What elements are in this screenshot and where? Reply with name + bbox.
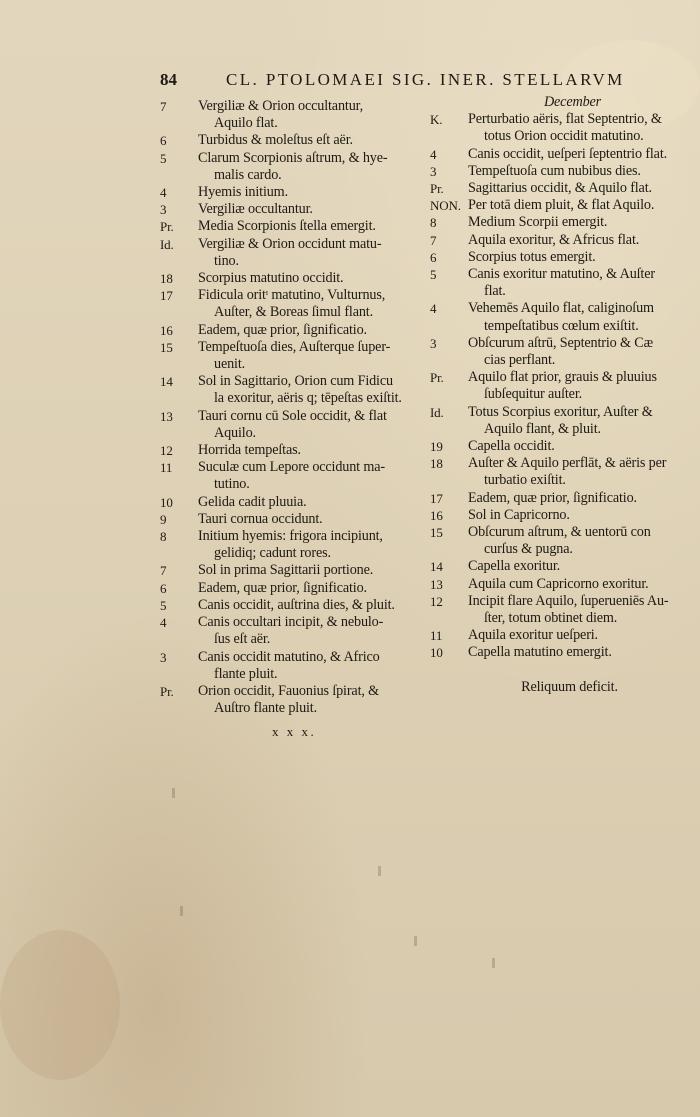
- entry-line: Canis occidit, ueſperi ſeptentrio flat.: [468, 145, 668, 162]
- entry-line: Vergiliæ & Orion occidunt matu-: [198, 235, 382, 252]
- day-marker: 18: [430, 456, 443, 472]
- entry-line: la exoritur, aëris q; tēpeſtas exiſtit.: [214, 390, 402, 407]
- entry-line: Capella exoritur.: [468, 558, 561, 575]
- entry-line: Aquila exoritur, & Africus flat.: [468, 231, 640, 248]
- entry-line: Sol in Capricorno.: [468, 506, 570, 523]
- day-marker: 15: [160, 339, 173, 355]
- day-marker: 4: [430, 146, 437, 162]
- entry-line: Auſter, & Boreas ſimul flant.: [214, 304, 373, 321]
- entry-line: Aquilo flat.: [214, 115, 278, 132]
- calendar-entry: [430, 404, 685, 438]
- day-marker: 13: [430, 576, 443, 592]
- entry-line: Fidicula oritᶦ matutino, Vulturnus,: [198, 287, 386, 304]
- entry-line: Vergiliæ & Orion occultantur,: [198, 98, 364, 114]
- calendar-entry: [430, 180, 685, 197]
- entry-text: [468, 507, 685, 524]
- day-marker: 16: [160, 322, 173, 338]
- entry-text: [198, 562, 428, 579]
- entry-text: [198, 150, 428, 184]
- entry-line: Incipit flare Aquilo, ſuperueniēs Au-: [468, 592, 669, 609]
- entry-text: [468, 644, 685, 661]
- calendar-entry: [160, 132, 428, 149]
- calendar-entry: [160, 287, 428, 321]
- entry-text: [468, 197, 685, 214]
- month-heading: December: [543, 94, 602, 110]
- entry-text: [198, 339, 428, 373]
- entry-line: tino.: [214, 252, 239, 269]
- calendar-entry: [160, 683, 428, 717]
- entry-text: [468, 335, 685, 369]
- day-marker: 19: [430, 439, 443, 455]
- entry-line: Aquilo flat prior, grauis & pluuius: [468, 369, 657, 386]
- entry-line: Tempeſtuoſa dies, Auſterque ſuper-: [198, 338, 391, 355]
- day-marker: 8: [430, 215, 437, 231]
- calendar-entry: [430, 507, 685, 524]
- day-marker: 10: [430, 645, 443, 661]
- entry-line: Sol in Sagittario, Orion cum Fidicu: [198, 373, 393, 390]
- day-marker: 3: [160, 202, 167, 218]
- entry-line: flat.: [484, 283, 506, 300]
- day-marker: Pr.: [430, 181, 444, 196]
- day-marker: 7: [430, 232, 437, 248]
- catchword: x x x.: [272, 724, 317, 739]
- calendar-entry: [160, 528, 428, 562]
- entry-text: [198, 270, 428, 287]
- entry-line: Canis exoritur matutino, & Auſter: [468, 266, 655, 283]
- entry-line: Tempeſtuoſa cum nubibus dies.: [468, 162, 641, 179]
- entry-text: [198, 322, 428, 339]
- entry-line: Aquila cum Capricorno exoritur.: [468, 575, 649, 592]
- entry-text: [198, 236, 428, 270]
- entry-text: [198, 649, 428, 683]
- closing-note: Reliquum deficit.: [521, 678, 618, 695]
- day-marker: Pr.: [160, 683, 174, 699]
- day-marker: 11: [160, 460, 173, 476]
- day-marker: 14: [160, 374, 173, 390]
- day-marker: 8: [160, 529, 167, 545]
- calendar-entry: [160, 442, 428, 459]
- day-marker: 3: [430, 163, 437, 179]
- day-marker: 4: [160, 185, 167, 201]
- show-through-mark: [378, 866, 381, 876]
- entry-line: Gelida cadit pluuia.: [198, 493, 307, 510]
- entry-line: ſter, totum obtinet diem.: [484, 610, 618, 627]
- entry-line: Scorpius matutino occidit.: [198, 270, 344, 287]
- entry-text: [468, 266, 685, 300]
- entry-line: Eadem, quæ prior, ſignificatio.: [198, 579, 367, 596]
- entry-line: Sagittarius occidit, & Aquilo flat.: [468, 180, 652, 196]
- calendar-entry: [430, 644, 685, 661]
- entry-text: [468, 593, 685, 627]
- running-head: CL. PTOLOMAEI SIG. INER. STELLARVM: [226, 70, 625, 89]
- calendar-entry: [160, 408, 428, 442]
- entry-line: Tauri cornua occidunt.: [198, 510, 323, 527]
- day-marker: 3: [430, 335, 437, 351]
- left-column: [160, 98, 428, 717]
- day-marker: Pr.: [160, 219, 174, 235]
- calendar-entry: [430, 438, 685, 455]
- entry-text: [468, 524, 685, 558]
- entry-text: [198, 459, 428, 493]
- entry-text: [468, 438, 685, 455]
- day-marker: 12: [160, 443, 173, 459]
- entry-text: [468, 369, 685, 403]
- entry-line: Scorpius totus emergit.: [468, 248, 596, 265]
- calendar-entry: [160, 201, 428, 218]
- day-marker: 7: [160, 99, 167, 114]
- entry-line: Aquila exoritur ueſperi.: [468, 627, 598, 644]
- entry-line: Vergiliæ occultantur.: [198, 201, 313, 218]
- calendar-entry: [430, 249, 685, 266]
- entry-line: Turbidus & moleſtus eſt aër.: [198, 132, 353, 149]
- day-marker: 14: [430, 559, 443, 575]
- calendar-entry: [160, 494, 428, 511]
- entry-line: Eadem, quæ prior, ſignificatio.: [198, 321, 367, 338]
- show-through-mark: [492, 958, 495, 968]
- calendar-entry: [160, 98, 428, 132]
- entry-line: Horrida tempeſtas.: [198, 442, 301, 459]
- entry-text: [198, 683, 428, 717]
- entry-text: [468, 214, 685, 231]
- day-marker: 4: [430, 301, 437, 317]
- calendar-entry: [430, 197, 685, 214]
- entry-line: Eadem, quæ prior, ſignificatio.: [468, 489, 637, 506]
- entry-line: Hyemis initium.: [198, 184, 288, 201]
- entry-line: Capella matutino emergit.: [468, 644, 612, 661]
- calendar-entry: [430, 627, 685, 644]
- calendar-entry: [430, 111, 685, 145]
- calendar-entry: [430, 455, 685, 489]
- entry-text: [198, 614, 428, 648]
- entry-text: [198, 494, 428, 511]
- right-entries: [430, 111, 685, 662]
- day-marker: Pr.: [430, 370, 444, 386]
- entry-line: Canis occidit, auſtrina dies, & pluit.: [198, 596, 395, 613]
- calendar-entry: [430, 146, 685, 163]
- entry-line: malis cardo.: [214, 166, 282, 183]
- entry-line: Aquilo flant, & pluit.: [484, 420, 601, 437]
- entry-line: ſubſequitur auſter.: [484, 386, 583, 403]
- page-header: [160, 70, 630, 94]
- entry-text: [198, 184, 428, 201]
- entry-text: [468, 455, 685, 489]
- entry-line: Orion occidit, Fauonius ſpirat, &: [198, 682, 380, 699]
- entry-line: Sol in prima Sagittarii portione.: [198, 562, 374, 579]
- entry-line: Initium hyemis: frigora incipiunt,: [198, 528, 383, 545]
- entry-text: [198, 408, 428, 442]
- entry-line: Perturbatio aëris, flat Septentrio, &: [468, 111, 662, 128]
- calendar-entry: [430, 335, 685, 369]
- entry-text: [468, 627, 685, 644]
- entry-text: [468, 249, 685, 266]
- day-marker: 5: [160, 150, 167, 166]
- entry-line: Auſter & Aquilo perflāt, & aëris per: [468, 455, 667, 472]
- calendar-entry: [430, 576, 685, 593]
- calendar-entry: [430, 300, 685, 334]
- day-marker: 13: [160, 408, 173, 424]
- entry-line: curſus & pugna.: [484, 541, 573, 558]
- day-marker: 18: [160, 271, 173, 287]
- calendar-entry: [160, 597, 428, 614]
- entry-text: [468, 300, 685, 334]
- entry-text: [198, 580, 428, 597]
- entry-line: totus Orion occidit matutino.: [484, 128, 644, 145]
- calendar-entry: [160, 236, 428, 270]
- day-marker: 6: [430, 249, 437, 265]
- paper-stain: [0, 930, 120, 1080]
- entry-line: Aquilo.: [214, 424, 256, 441]
- entry-text: [468, 232, 685, 249]
- day-marker: 10: [160, 494, 173, 510]
- entry-line: gelidiq; cadunt rores.: [214, 545, 331, 562]
- entry-text: [198, 528, 428, 562]
- calendar-entry: [160, 322, 428, 339]
- day-marker: Id.: [160, 236, 174, 252]
- show-through-mark: [414, 936, 417, 946]
- entry-line: ſus eſt aër.: [214, 631, 271, 648]
- day-marker: Id.: [430, 404, 444, 420]
- entry-line: Medium Scorpii emergit.: [468, 214, 608, 231]
- calendar-entry: [430, 490, 685, 507]
- entry-line: uenit.: [214, 356, 246, 373]
- entry-text: [468, 558, 685, 575]
- entry-text: [198, 597, 428, 614]
- entry-line: cias perflant.: [484, 352, 556, 369]
- day-marker: 16: [430, 507, 443, 523]
- entry-text: [198, 218, 428, 235]
- calendar-entry: [160, 150, 428, 184]
- entry-text: [468, 146, 685, 163]
- entry-line: Obſcurum aſtrum, & uentorū con: [468, 524, 651, 541]
- entry-text: [198, 373, 428, 407]
- entry-line: turbatio exiſtit.: [484, 472, 566, 489]
- entry-line: flante pluit.: [214, 665, 278, 682]
- entry-text: [468, 404, 685, 438]
- calendar-entry: [160, 459, 428, 493]
- entry-line: tutino.: [214, 476, 250, 493]
- entry-text: [468, 163, 685, 180]
- day-marker: 17: [160, 288, 173, 304]
- entry-line: tempeſtatibus cœlum exiſtit.: [484, 317, 639, 334]
- day-marker: 3: [160, 649, 167, 665]
- entry-text: [468, 490, 685, 507]
- entry-line: Capella occidit.: [468, 438, 555, 455]
- calendar-entry: [160, 614, 428, 648]
- day-marker: 5: [160, 597, 167, 613]
- day-marker: 5: [430, 267, 437, 283]
- calendar-entry: [160, 373, 428, 407]
- entry-line: Canis occultari incipit, & nebulo-: [198, 614, 384, 631]
- day-marker: 17: [430, 490, 443, 506]
- entry-text: [198, 442, 428, 459]
- day-marker: 11: [430, 628, 443, 644]
- entry-line: Clarum Scorpionis aſtrum, & hye-: [198, 149, 388, 166]
- calendar-entry: [430, 558, 685, 575]
- calendar-entry: [430, 524, 685, 558]
- calendar-entry: [430, 593, 685, 627]
- entry-text: [198, 132, 428, 149]
- entry-text: [198, 98, 428, 132]
- entry-text: [198, 287, 428, 321]
- calendar-entry: [160, 184, 428, 201]
- day-marker: 7: [160, 563, 167, 579]
- calendar-entry: [160, 270, 428, 287]
- entry-line: Media Scorpionis ſtella emergit.: [198, 218, 376, 235]
- calendar-entry: [430, 163, 685, 180]
- entry-text: [198, 201, 428, 218]
- show-through-mark: [180, 906, 183, 916]
- entry-line: Obſcurum aſtrū, Septentrio & Cæ: [468, 334, 653, 351]
- right-column: [430, 94, 685, 696]
- day-marker: 4: [160, 615, 167, 631]
- calendar-entry: [160, 649, 428, 683]
- day-marker: NON.: [430, 198, 461, 214]
- calendar-entry: [160, 562, 428, 579]
- calendar-entry: [160, 580, 428, 597]
- day-marker: 6: [160, 133, 167, 149]
- day-marker: 12: [430, 593, 443, 609]
- calendar-entry: [160, 218, 428, 235]
- calendar-entry: [160, 511, 428, 528]
- entry-line: Tauri cornu cū Sole occidit, & flat: [198, 407, 387, 424]
- entry-text: [198, 511, 428, 528]
- entry-text: [468, 576, 685, 593]
- day-marker: 6: [160, 580, 167, 596]
- entry-line: Totus Scorpius exoritur, Auſter &: [468, 403, 653, 420]
- calendar-entry: [160, 339, 428, 373]
- show-through-mark: [172, 788, 175, 798]
- entry-line: Per totā diem pluit, & flat Aquilo.: [468, 197, 655, 214]
- folio-number: 84: [160, 70, 177, 89]
- entry-text: [468, 111, 685, 145]
- entry-text: [468, 180, 685, 197]
- calendar-entry: [430, 369, 685, 403]
- calendar-entry: [430, 214, 685, 231]
- entry-line: Canis occidit matutino, & Africo: [198, 648, 380, 665]
- calendar-entry: [430, 232, 685, 249]
- day-marker: K.: [430, 112, 443, 128]
- day-marker: 9: [160, 511, 167, 527]
- day-marker: 15: [430, 525, 443, 541]
- calendar-entry: [430, 266, 685, 300]
- entry-line: Suculæ cum Lepore occidunt ma-: [198, 459, 385, 476]
- entry-line: Vehemēs Aquilo flat, caliginoſum: [468, 300, 654, 317]
- entry-line: Auſtro flante pluit.: [214, 700, 317, 717]
